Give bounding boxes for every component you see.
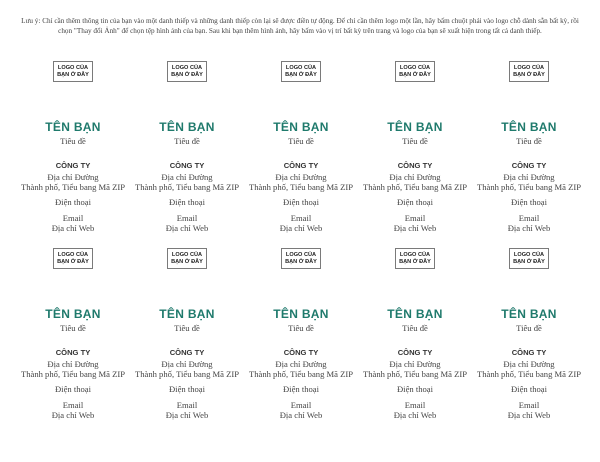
card-phone[interactable]: Điện thoại: [54, 197, 92, 207]
card-street-address[interactable]: Địa chỉ Đường: [503, 359, 555, 369]
business-card[interactable]: [358, 61, 472, 249]
card-company[interactable]: CÔNG TY: [511, 348, 547, 357]
card-email[interactable]: Email: [404, 213, 426, 223]
card-website[interactable]: Địa chỉ Web: [279, 410, 323, 420]
card-website[interactable]: Địa chỉ Web: [393, 223, 437, 233]
card-phone[interactable]: Điện thoại: [510, 384, 548, 394]
card-website[interactable]: Địa chỉ Web: [165, 410, 209, 420]
card-email[interactable]: Email: [518, 400, 540, 410]
card-email[interactable]: Email: [176, 213, 198, 223]
card-website[interactable]: Địa chỉ Web: [507, 223, 551, 233]
card-street-address[interactable]: Địa chỉ Đường: [161, 359, 213, 369]
card-company[interactable]: CÔNG TY: [283, 348, 319, 357]
business-card[interactable]: [244, 61, 358, 249]
card-title[interactable]: Tiêu đề: [288, 323, 314, 333]
card-city-state-zip[interactable]: Thành phố, Tiểu bang Mã ZIP: [20, 369, 126, 379]
logo-placeholder-text: LOGO CỦA BẠN Ở ĐÂY: [399, 64, 431, 78]
card-title[interactable]: Tiêu đề: [402, 323, 428, 333]
card-company[interactable]: CÔNG TY: [397, 348, 433, 357]
card-title[interactable]: Tiêu đề: [174, 136, 200, 146]
card-website[interactable]: Địa chỉ Web: [165, 223, 209, 233]
card-company[interactable]: CÔNG TY: [397, 161, 433, 170]
card-title[interactable]: Tiêu đề: [288, 136, 314, 146]
card-street-address[interactable]: Địa chỉ Đường: [161, 172, 213, 182]
card-city-state-zip[interactable]: Thành phố, Tiểu bang Mã ZIP: [476, 369, 582, 379]
business-card[interactable]: [244, 248, 358, 436]
card-city-state-zip[interactable]: Thành phố, Tiểu bang Mã ZIP: [476, 182, 582, 192]
card-title[interactable]: Tiêu đề: [402, 136, 428, 146]
card-company[interactable]: CÔNG TY: [169, 161, 205, 170]
card-title[interactable]: Tiêu đề: [516, 323, 542, 333]
card-street-address[interactable]: Địa chỉ Đường: [275, 359, 327, 369]
business-card[interactable]: [472, 248, 586, 436]
card-website[interactable]: Địa chỉ Web: [51, 223, 95, 233]
logo-placeholder[interactable]: [395, 61, 435, 82]
card-street-address[interactable]: Địa chỉ Đường: [47, 172, 99, 182]
logo-placeholder-text: LOGO CỦA BẠN Ở ĐÂY: [513, 251, 545, 265]
card-company[interactable]: CÔNG TY: [511, 161, 547, 170]
logo-placeholder-text: LOGO CỦA BẠN Ở ĐÂY: [57, 64, 89, 78]
business-card[interactable]: [358, 248, 472, 436]
logo-placeholder[interactable]: [509, 248, 549, 269]
card-city-state-zip[interactable]: Thành phố, Tiểu bang Mã ZIP: [134, 182, 240, 192]
card-city-state-zip[interactable]: Thành phố, Tiểu bang Mã ZIP: [362, 369, 468, 379]
card-name[interactable]: TÊN BẠN: [159, 307, 215, 321]
card-name[interactable]: TÊN BẠN: [387, 120, 443, 134]
card-company[interactable]: CÔNG TY: [283, 161, 319, 170]
business-card[interactable]: [16, 61, 130, 249]
card-name[interactable]: TÊN BẠN: [45, 120, 101, 134]
card-name[interactable]: TÊN BẠN: [273, 120, 329, 134]
card-title[interactable]: Tiêu đề: [60, 136, 86, 146]
card-city-state-zip[interactable]: Thành phố, Tiểu bang Mã ZIP: [134, 369, 240, 379]
card-company[interactable]: CÔNG TY: [55, 161, 91, 170]
card-name[interactable]: TÊN BẠN: [387, 307, 443, 321]
logo-placeholder[interactable]: [167, 248, 207, 269]
logo-placeholder[interactable]: [281, 248, 321, 269]
card-phone[interactable]: Điện thoại: [168, 384, 206, 394]
logo-placeholder[interactable]: [509, 61, 549, 82]
logo-placeholder-text: LOGO CỦA BẠN Ở ĐÂY: [171, 251, 203, 265]
logo-placeholder[interactable]: [395, 248, 435, 269]
card-email[interactable]: Email: [290, 213, 312, 223]
card-email[interactable]: Email: [404, 400, 426, 410]
card-name[interactable]: TÊN BẠN: [501, 120, 557, 134]
logo-placeholder[interactable]: [53, 248, 93, 269]
card-company[interactable]: CÔNG TY: [55, 348, 91, 357]
card-website[interactable]: Địa chỉ Web: [51, 410, 95, 420]
card-phone[interactable]: Điện thoại: [510, 197, 548, 207]
logo-placeholder-text: LOGO CỦA BẠN Ở ĐÂY: [171, 64, 203, 78]
business-card[interactable]: [16, 248, 130, 436]
logo-placeholder-text: LOGO CỦA BẠN Ở ĐÂY: [57, 251, 89, 265]
logo-placeholder-text: LOGO CỦA BẠN Ở ĐÂY: [399, 251, 431, 265]
card-title[interactable]: Tiêu đề: [516, 136, 542, 146]
logo-placeholder[interactable]: [53, 61, 93, 82]
card-street-address[interactable]: Địa chỉ Đường: [47, 359, 99, 369]
card-website[interactable]: Địa chỉ Web: [393, 410, 437, 420]
card-street-address[interactable]: Địa chỉ Đường: [389, 359, 441, 369]
logo-placeholder-text: LOGO CỦA BẠN Ở ĐÂY: [513, 64, 545, 78]
card-phone[interactable]: Điện thoại: [168, 197, 206, 207]
card-email[interactable]: Email: [290, 400, 312, 410]
card-phone[interactable]: Điện thoại: [54, 384, 92, 394]
card-name[interactable]: TÊN BẠN: [501, 307, 557, 321]
card-street-address[interactable]: Địa chỉ Đường: [503, 172, 555, 182]
card-email[interactable]: Email: [518, 213, 540, 223]
card-website[interactable]: Địa chỉ Web: [279, 223, 323, 233]
card-website[interactable]: Địa chỉ Web: [507, 410, 551, 420]
logo-placeholder[interactable]: [281, 61, 321, 82]
business-card[interactable]: [472, 61, 586, 249]
card-city-state-zip[interactable]: Thành phố, Tiểu bang Mã ZIP: [20, 182, 126, 192]
card-title[interactable]: Tiêu đề: [60, 323, 86, 333]
card-email[interactable]: Email: [176, 400, 198, 410]
instruction-note: Lưu ý: Chỉ cần thêm thông tin của bạn vào một danh thiếp và những danh thiếp còn lại sẽ được điền tự động. Để chỉ cần thêm logo một lần, hãy bấm chuột phải vào logo chỗ dành sẵn bất kỳ, rồi chọn "Thay đổi Ảnh" để chọn tệp hình ảnh của bạn. Sau khi bạn thêm hình ảnh, hãy bấm vào vị trí bất kỳ trên trang và logo của bạn sẽ xuất hiện trong tất cả danh thiếp.: [21, 17, 579, 35]
card-email[interactable]: Email: [62, 213, 84, 223]
card-street-address[interactable]: Địa chỉ Đường: [389, 172, 441, 182]
card-company[interactable]: CÔNG TY: [169, 348, 205, 357]
card-email[interactable]: Email: [62, 400, 84, 410]
card-name[interactable]: TÊN BẠN: [273, 307, 329, 321]
card-city-state-zip[interactable]: Thành phố, Tiểu bang Mã ZIP: [248, 369, 354, 379]
business-card[interactable]: [130, 248, 244, 436]
card-title[interactable]: Tiêu đề: [174, 323, 200, 333]
card-name[interactable]: TÊN BẠN: [45, 307, 101, 321]
card-phone[interactable]: Điện thoại: [282, 197, 320, 207]
logo-placeholder-text: LOGO CỦA BẠN Ở ĐÂY: [285, 64, 317, 78]
card-phone[interactable]: Điện thoại: [282, 384, 320, 394]
business-card[interactable]: [130, 61, 244, 249]
card-city-state-zip[interactable]: Thành phố, Tiểu bang Mã ZIP: [362, 182, 468, 192]
card-phone[interactable]: Điện thoại: [396, 384, 434, 394]
card-name[interactable]: TÊN BẠN: [159, 120, 215, 134]
card-city-state-zip[interactable]: Thành phố, Tiểu bang Mã ZIP: [248, 182, 354, 192]
card-street-address[interactable]: Địa chỉ Đường: [275, 172, 327, 182]
logo-placeholder[interactable]: [167, 61, 207, 82]
card-phone[interactable]: Điện thoại: [396, 197, 434, 207]
logo-placeholder-text: LOGO CỦA BẠN Ở ĐÂY: [285, 251, 317, 265]
